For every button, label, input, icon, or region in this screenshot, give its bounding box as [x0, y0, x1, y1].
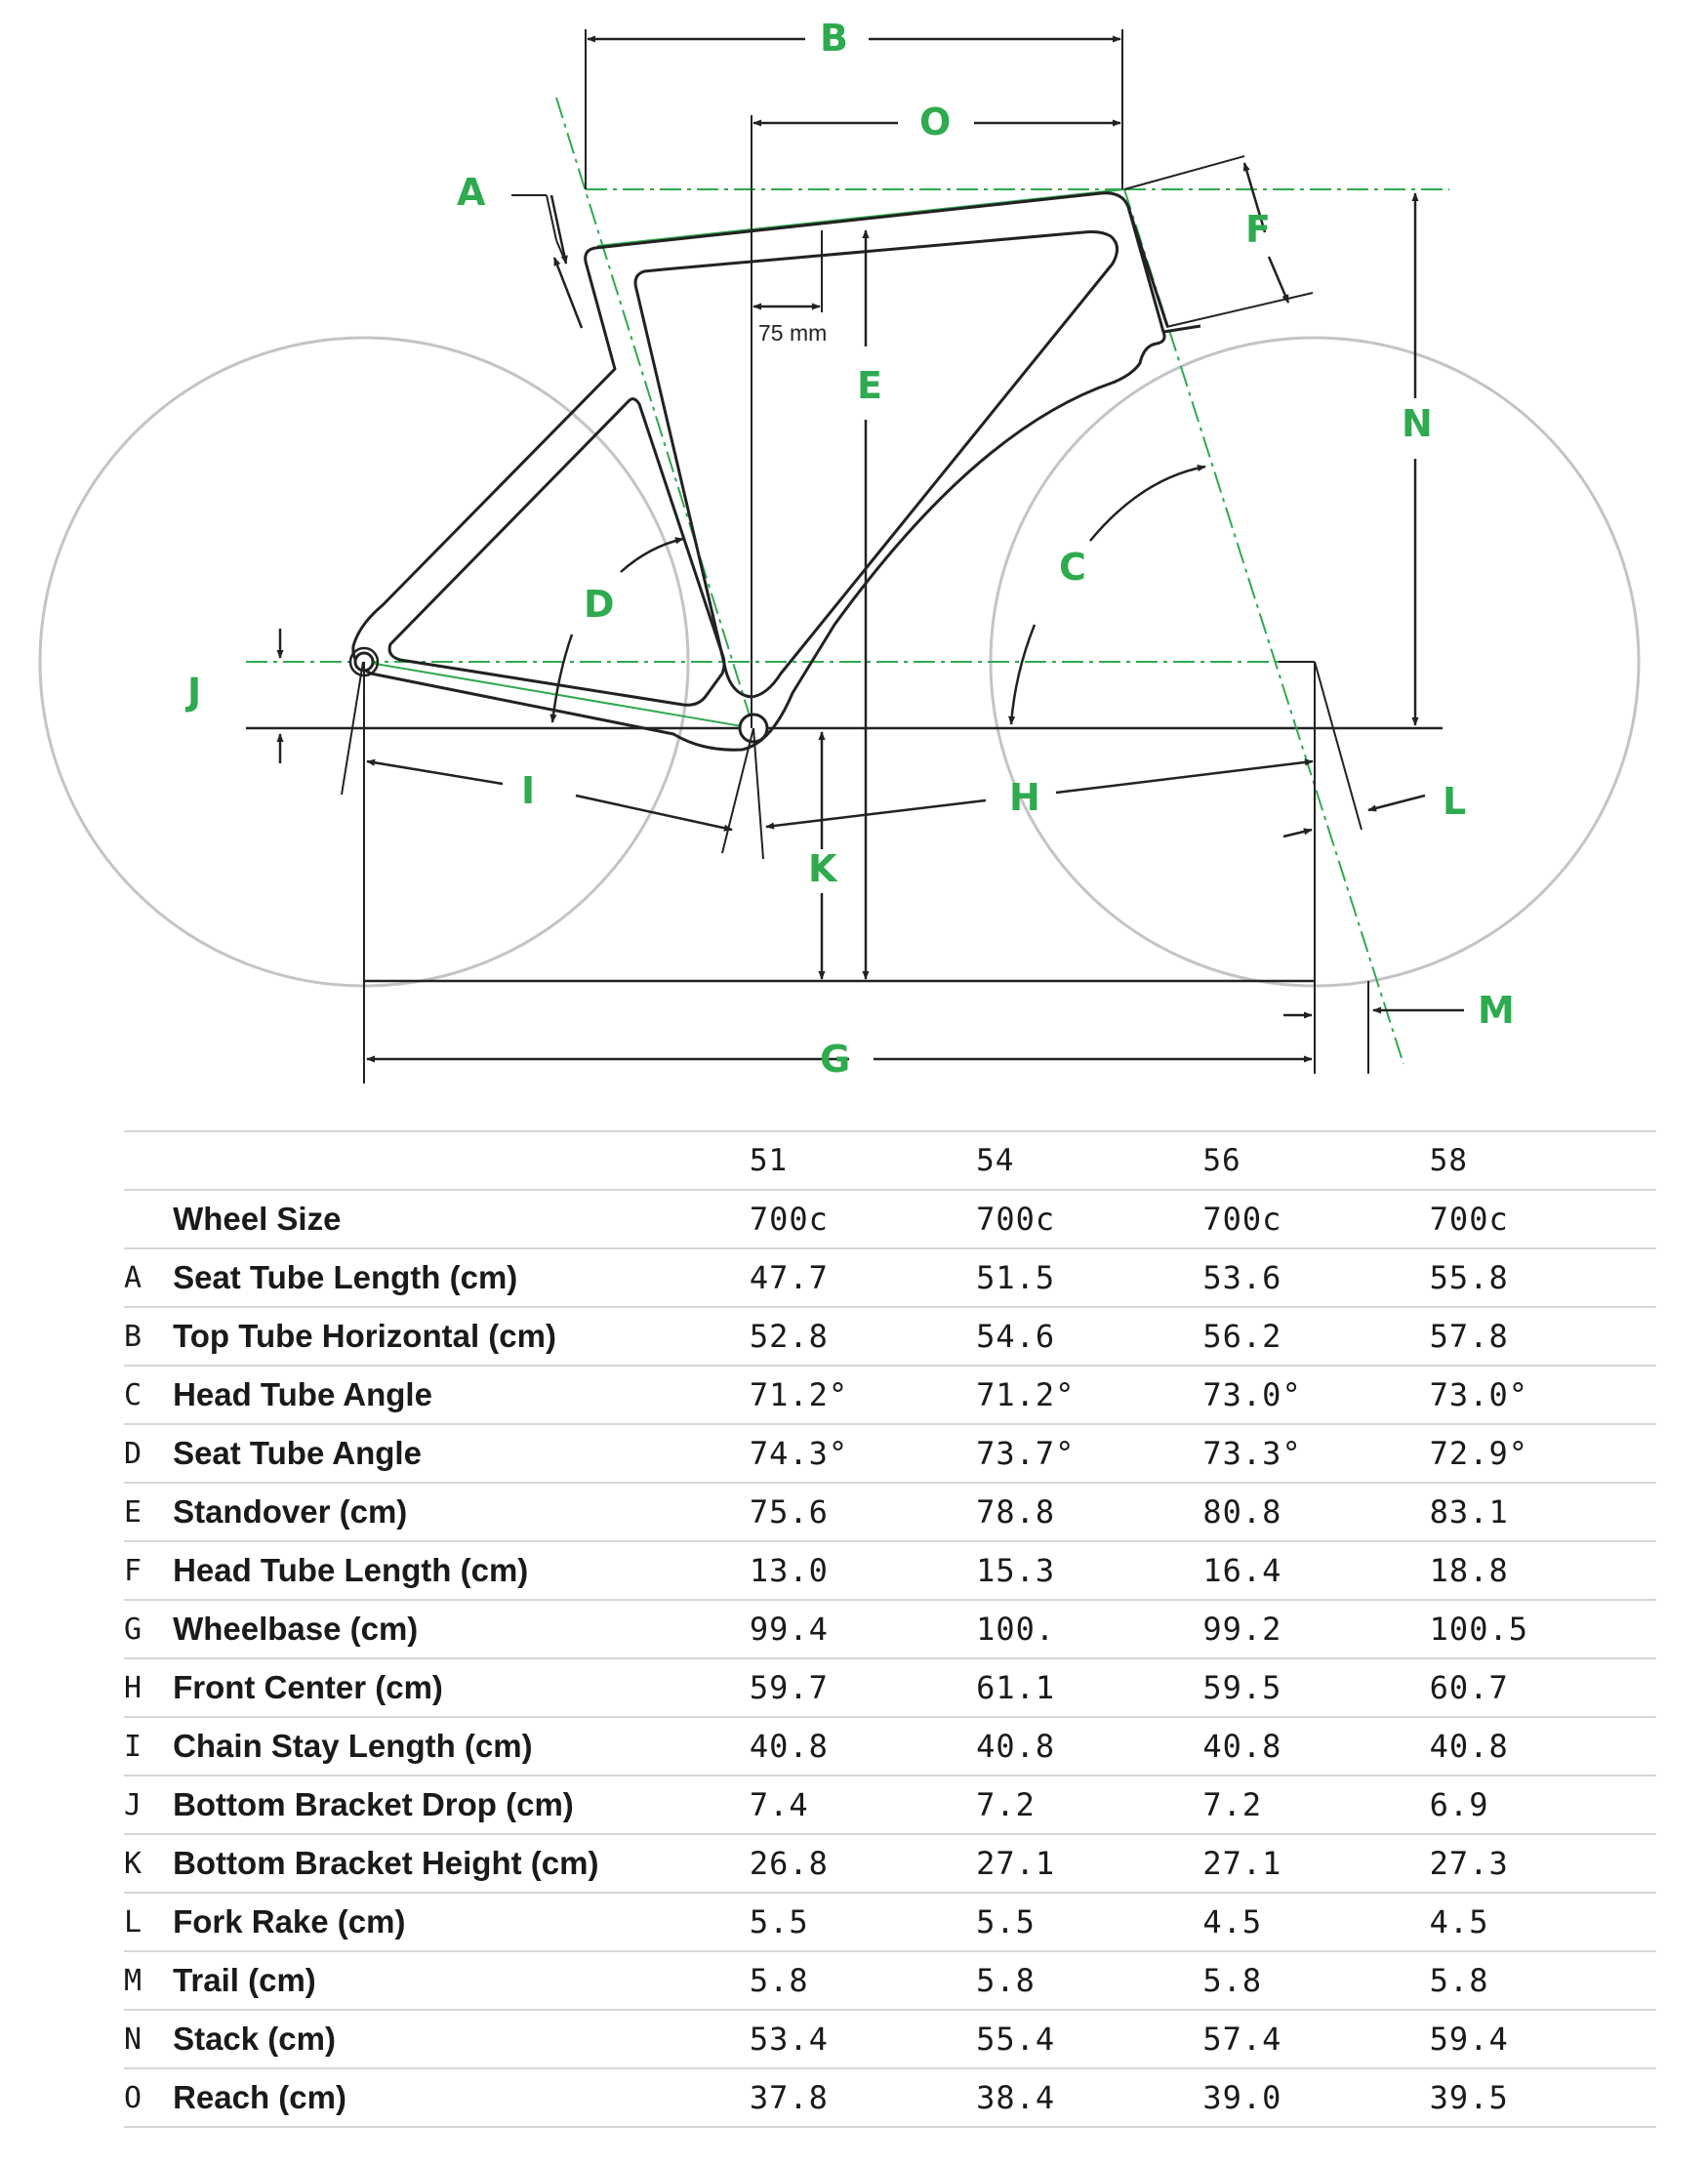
size-header-row [124, 1131, 1656, 1190]
row-value: 40.8 [1202, 1717, 1429, 1776]
geometry-row [124, 1951, 1656, 2010]
row-name: Top Tube Horizontal (cm) [173, 1307, 750, 1366]
row-value: 57.8 [1430, 1307, 1656, 1366]
row-value: 7.4 [750, 1776, 976, 1834]
row-name: Bottom Bracket Drop (cm) [173, 1776, 750, 1834]
label-E: E [857, 364, 882, 407]
reference-lines [342, 29, 1368, 1083]
seat-offset-note: 75 mm [758, 320, 828, 346]
row-value: 40.8 [1430, 1717, 1656, 1776]
row-letter: D [124, 1424, 173, 1483]
row-value: 39.0 [1202, 2068, 1429, 2127]
label-N: N [1402, 402, 1433, 445]
row-value: 71.2° [976, 1366, 1202, 1424]
header-blank [124, 1131, 173, 1190]
row-value: 6.9 [1430, 1776, 1656, 1834]
row-value: 80.8 [1202, 1483, 1429, 1541]
label-D: D [584, 583, 615, 626]
row-value: 700c [1430, 1190, 1656, 1248]
row-value: 99.2 [1202, 1600, 1429, 1658]
row-value: 13.0 [750, 1541, 976, 1600]
geometry-row [124, 1366, 1656, 1424]
row-name: Standover (cm) [173, 1483, 750, 1541]
row-value: 52.8 [750, 1307, 976, 1366]
label-B: B [820, 17, 848, 60]
row-value: 59.7 [750, 1658, 976, 1717]
row-value: 16.4 [1202, 1541, 1429, 1600]
row-value: 83.1 [1430, 1483, 1656, 1541]
row-value: 59.4 [1430, 2010, 1656, 2068]
geometry-row [124, 1190, 1656, 1248]
row-name: Wheelbase (cm) [173, 1600, 750, 1658]
row-name: Trail (cm) [173, 1951, 750, 2010]
row-value: 15.3 [976, 1541, 1202, 1600]
row-value: 47.7 [750, 1248, 976, 1307]
row-letter: C [124, 1366, 173, 1424]
label-K: K [808, 847, 837, 890]
row-value: 72.9° [1430, 1424, 1656, 1483]
size-header-cell: 58 [1430, 1131, 1656, 1190]
row-value: 57.4 [1202, 2010, 1429, 2068]
row-letter: F [124, 1541, 173, 1600]
row-value: 5.8 [1202, 1951, 1429, 2010]
label-F: F [1245, 208, 1271, 251]
row-name: Seat Tube Angle [173, 1424, 750, 1483]
row-value: 61.1 [976, 1658, 1202, 1717]
row-value: 4.5 [1430, 1893, 1656, 1951]
row-name: Front Center (cm) [173, 1658, 750, 1717]
geometry-row [124, 1776, 1656, 1834]
row-value: 53.4 [750, 2010, 976, 2068]
row-value: 5.8 [750, 1951, 976, 2010]
row-value: 37.8 [750, 2068, 976, 2127]
geometry-row [124, 1248, 1656, 1307]
geometry-row [124, 1307, 1656, 1366]
geometry-row [124, 1717, 1656, 1776]
row-value: 7.2 [1202, 1776, 1429, 1834]
chainstay-axis [364, 662, 753, 728]
size-header-cell: 56 [1202, 1131, 1429, 1190]
row-value: 5.5 [976, 1893, 1202, 1951]
row-value: 5.8 [1430, 1951, 1656, 2010]
frame-outline [353, 193, 1200, 750]
geometry-row [124, 1658, 1656, 1717]
label-O: O [919, 101, 952, 143]
row-letter: E [124, 1483, 173, 1541]
size-header-cell: 54 [976, 1131, 1202, 1190]
row-value: 53.6 [1202, 1248, 1429, 1307]
label-I: I [521, 769, 536, 812]
row-letter: I [124, 1717, 173, 1776]
row-letter: H [124, 1658, 173, 1717]
row-value: 55.4 [976, 2010, 1202, 2068]
row-letter: O [124, 2068, 173, 2127]
row-name: Head Tube Angle [173, 1366, 750, 1424]
row-value: 7.2 [976, 1776, 1202, 1834]
label-J: J [187, 671, 202, 714]
row-value: 73.0° [1202, 1366, 1429, 1424]
row-name: Reach (cm) [173, 2068, 750, 2127]
row-value: 18.8 [1430, 1541, 1656, 1600]
row-value: 71.2° [750, 1366, 976, 1424]
row-value: 5.5 [750, 1893, 976, 1951]
label-M: M [1478, 989, 1515, 1032]
row-name: Seat Tube Length (cm) [173, 1248, 750, 1307]
row-value: 56.2 [1202, 1307, 1429, 1366]
row-name: Wheel Size [173, 1190, 750, 1248]
geometry-row [124, 1600, 1656, 1658]
row-value: 27.1 [976, 1834, 1202, 1893]
row-name: Stack (cm) [173, 2010, 750, 2068]
row-value: 51.5 [976, 1248, 1202, 1307]
geometry-row [124, 2010, 1656, 2068]
row-value: 4.5 [1202, 1893, 1429, 1951]
row-value: 39.5 [1430, 2068, 1656, 2127]
label-L: L [1443, 780, 1467, 823]
row-value: 26.8 [750, 1834, 976, 1893]
row-name: Chain Stay Length (cm) [173, 1717, 750, 1776]
row-value: 59.5 [1202, 1658, 1429, 1717]
row-letter [124, 1190, 173, 1248]
row-letter: M [124, 1951, 173, 2010]
row-value: 27.3 [1430, 1834, 1656, 1893]
row-letter: J [124, 1776, 173, 1834]
row-name: Head Tube Length (cm) [173, 1541, 750, 1600]
row-value: 55.8 [1430, 1248, 1656, 1307]
row-letter: A [124, 1248, 173, 1307]
row-letter: L [124, 1893, 173, 1951]
row-value: 40.8 [750, 1717, 976, 1776]
row-value: 27.1 [1202, 1834, 1429, 1893]
row-value: 73.0° [1430, 1366, 1656, 1424]
row-value: 99.4 [750, 1600, 976, 1658]
row-value: 74.3° [750, 1424, 976, 1483]
row-letter: B [124, 1307, 173, 1366]
row-value: 54.6 [976, 1307, 1202, 1366]
row-value: 100. [976, 1600, 1202, 1658]
row-letter: G [124, 1600, 173, 1658]
geometry-row [124, 2068, 1656, 2127]
label-H: H [1009, 776, 1040, 819]
geometry-row [124, 1483, 1656, 1541]
row-value: 700c [976, 1190, 1202, 1248]
row-value: 700c [1202, 1190, 1429, 1248]
size-header-cell: 51 [750, 1131, 976, 1190]
geometry-row [124, 1424, 1656, 1483]
label-A: A [457, 171, 486, 214]
label-G: G [820, 1038, 851, 1081]
geometry-row [124, 1893, 1656, 1951]
row-name: Fork Rake (cm) [173, 1893, 750, 1951]
seat-tube-axis [556, 98, 753, 728]
row-value: 73.3° [1202, 1424, 1429, 1483]
geometry-table [124, 1130, 1656, 2128]
label-C: C [1059, 546, 1086, 589]
row-value: 38.4 [976, 2068, 1202, 2127]
row-value: 5.8 [976, 1951, 1202, 2010]
geometry-row [124, 1834, 1656, 1893]
header-blank [173, 1131, 750, 1190]
row-value: 40.8 [976, 1717, 1202, 1776]
row-value: 100.5 [1430, 1600, 1656, 1658]
row-value: 73.7° [976, 1424, 1202, 1483]
row-name: Bottom Bracket Height (cm) [173, 1834, 750, 1893]
row-value: 60.7 [1430, 1658, 1656, 1717]
geometry-row [124, 1541, 1656, 1600]
row-value: 78.8 [976, 1483, 1202, 1541]
row-letter: N [124, 2010, 173, 2068]
row-value: 75.6 [750, 1483, 976, 1541]
row-value: 700c [750, 1190, 976, 1248]
row-letter: K [124, 1834, 173, 1893]
